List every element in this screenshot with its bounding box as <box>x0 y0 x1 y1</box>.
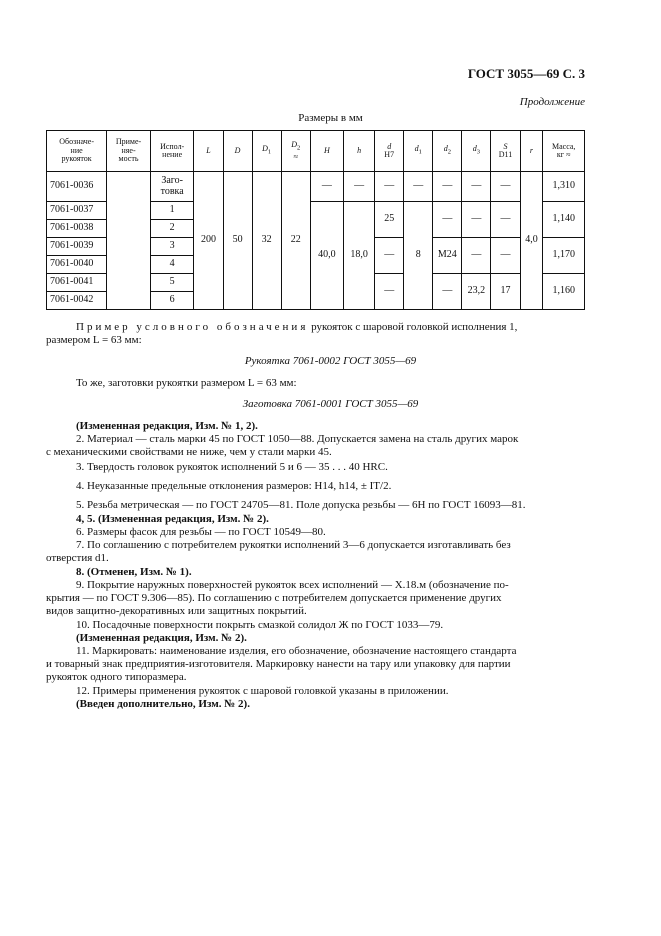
note-12: 12. Примеры применения рукояток с шаровой головкой указаны в приложении. <box>76 685 449 697</box>
cell-d: — <box>375 274 404 310</box>
cell-S: — <box>491 172 520 202</box>
note-added: (Введен дополнительно, Изм. № 2). <box>76 698 250 710</box>
col-d: d H7 <box>375 131 404 172</box>
note-10: 10. Посадочные поверхности покрыть смазкой солидол Ж по ГОСТ 1033—79. <box>76 619 444 631</box>
cell-d: — <box>375 238 404 274</box>
cell-S: 17 <box>491 274 520 310</box>
cell-r: 4,0 <box>520 172 543 310</box>
cell-d: — <box>375 172 404 202</box>
col-S: S D11 <box>491 131 520 172</box>
cell-d2: — <box>433 202 462 238</box>
note-7-cont: отверстия d1. <box>46 552 109 564</box>
cell-h: — <box>344 172 375 202</box>
note-11-cont1: и товарный знак предприятия-изготовителя. Маркировку нанести на тару или упаковку для партии <box>46 658 511 670</box>
continuation-label: Продолжение <box>519 96 585 108</box>
cell-D: 50 <box>223 172 252 310</box>
col-D: D <box>223 131 252 172</box>
note-6: 6. Размеры фасок для резьбы — по ГОСТ 10549—80. <box>76 526 326 538</box>
note-7: 7. По соглашению с потребителем рукоятки исполнений 3—6 допускается изготавливать без <box>76 539 511 551</box>
cell-designation: 7061-0038 <box>47 220 107 238</box>
col-d2: $d_2$ <box>433 131 462 172</box>
note-3: 3. Твердость головок рукояток исполнений 5 и 6 — 35 . . . 40 HRC. <box>76 461 388 473</box>
cell-execution: 2 <box>150 220 194 238</box>
cell-d2: M24 <box>433 238 462 274</box>
col-designation: Обозначе- ние рукояток <box>47 131 107 172</box>
cell-execution: 6 <box>150 292 194 310</box>
note-9-cont1: крытия — по ГОСТ 9.306—85). По соглашению с потребителем допускается применение других <box>46 592 502 604</box>
col-d3: $d_3$ <box>462 131 491 172</box>
example-formula-blank: Заготовка 7061-0001 ГОСТ 3055—69 <box>242 398 419 410</box>
dimensions-table <box>46 130 585 310</box>
col-applicability: Приме- няе- мость <box>107 131 151 172</box>
cell-mass: 1,160 <box>543 274 585 310</box>
cell-execution: 4 <box>150 256 194 274</box>
page-header: ГОСТ 3055—69 С. 3 <box>467 66 585 81</box>
cell-D1: 32 <box>252 172 281 310</box>
note-11: 11. Маркировать: наименование изделия, его обозначение, обозначение настоящего стандарта <box>76 645 517 657</box>
note-9-cont2: видов защитно-декоративных или защитных покрытий. <box>46 605 307 617</box>
note-45-modified: 4, 5. (Измененная редакция, Изм. № 2). <box>76 513 269 525</box>
cell-D2: 22 <box>281 172 310 310</box>
cell-d1: — <box>404 172 433 202</box>
cell-designation: 7061-0039 <box>47 238 107 256</box>
cell-designation: 7061-0040 <box>47 256 107 274</box>
cell-execution: 1 <box>150 202 194 220</box>
note-modified-1: (Измененная редакция, Изм. № 1, 2). <box>76 420 258 432</box>
cell-d1: 8 <box>404 202 433 310</box>
cell-d3: — <box>462 202 491 238</box>
cell-d3: — <box>462 172 491 202</box>
example-lead: Пример условного обозначения рукояток с шаровой головкой исполнения 1, <box>76 321 518 333</box>
col-D1: $D_1$ <box>252 131 281 172</box>
units-caption: Размеры в мм <box>298 112 363 124</box>
cell-designation: 7061-0041 <box>47 274 107 292</box>
col-r: r <box>520 131 543 172</box>
note-2-cont: с механическими свойствами не ниже, чем у стали марки 45. <box>46 446 332 458</box>
col-mass: Масса, кг ≈ <box>543 131 585 172</box>
cell-d3: 23,2 <box>462 274 491 310</box>
example-lead-line2: размером L = 63 мм: <box>46 334 142 346</box>
example-same: То же, заготовки рукоятки размером L = 63 мм: <box>76 377 297 389</box>
example-formula-handle: Рукоятка 7061-0002 ГОСТ 3055—69 <box>244 355 417 367</box>
cell-d3: — <box>462 238 491 274</box>
table-row <box>47 172 585 202</box>
note-9: 9. Покрытие наружных поверхностей рукояток всех исполнений — Х.18.м (обозначение по- <box>76 579 509 591</box>
note-modified-2: (Измененная редакция, Изм. № 2). <box>76 632 247 644</box>
cell-d2: — <box>433 274 462 310</box>
col-execution: Испол- нение <box>150 131 194 172</box>
cell-designation: 7061-0042 <box>47 292 107 310</box>
col-D2: $D_2$ ≈ <box>281 131 310 172</box>
cell-designation: 7061-0036 <box>47 172 107 202</box>
cell-execution: 5 <box>150 274 194 292</box>
cell-d: 25 <box>375 202 404 238</box>
cell-H: — <box>310 172 343 202</box>
col-h: h <box>344 131 375 172</box>
cell-execution: 3 <box>150 238 194 256</box>
cell-execution: Заго- товка <box>150 172 194 202</box>
cell-h: 18,0 <box>344 202 375 310</box>
cell-mass: 1,140 <box>543 202 585 238</box>
note-5: 5. Резьба метрическая — по ГОСТ 24705—81. Поле допуска резьбы — 6H по ГОСТ 16093—81. <box>76 499 526 511</box>
cell-mass: 1,170 <box>543 238 585 274</box>
note-8: 8. (Отменен, Изм. № 1). <box>76 566 192 578</box>
cell-d2: — <box>433 172 462 202</box>
cell-H: 40,0 <box>310 202 343 310</box>
note-2: 2. Материал — сталь марки 45 по ГОСТ 1050—88. Допускается замена на сталь других марок <box>76 433 519 445</box>
cell-designation: 7061-0037 <box>47 202 107 220</box>
cell-S: — <box>491 238 520 274</box>
cell-S: — <box>491 202 520 238</box>
table-header-row <box>47 131 585 172</box>
note-4: 4. Неуказанные предельные отклонения размеров: H14, h14, ± IT/2. <box>76 480 392 492</box>
cell-L: 200 <box>194 172 223 310</box>
col-L: L <box>194 131 223 172</box>
cell-mass: 1,310 <box>543 172 585 202</box>
col-d1: $d_1$ <box>404 131 433 172</box>
note-11-cont2: рукояток одного типоразмера. <box>46 671 187 683</box>
cell-applicability <box>107 172 151 310</box>
col-H: H <box>310 131 343 172</box>
